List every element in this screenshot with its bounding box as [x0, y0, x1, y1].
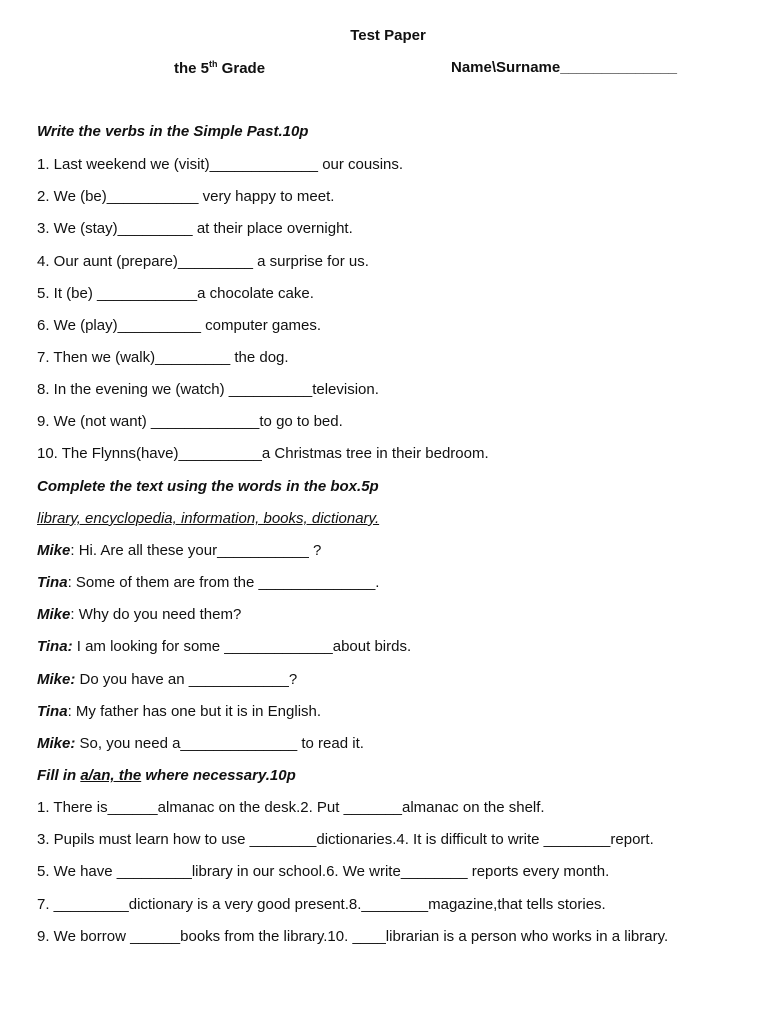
dialogue-text: So, you need a______________ to read it.: [75, 735, 364, 752]
dialogue-line: [37, 735, 364, 752]
exercise1-item: 9. We (not want) _____________to go to bed.: [37, 413, 343, 430]
dialogue-line: [37, 574, 379, 591]
exercise3-item: 7. _________dictionary is a very good present.8.________magazine,that tells stories.: [37, 896, 606, 913]
dialogue-text: Do you have an ____________?: [75, 671, 298, 688]
section3-heading: [37, 767, 296, 784]
speaker-name: Mike:: [37, 735, 76, 752]
exercise1-item: 10. The Flynns(have)__________a Christmas tree in their bedroom.: [37, 445, 489, 462]
section2-heading: Complete the text using the words in the box.5p: [37, 478, 379, 495]
exercise1-item: 2. We (be)___________ very happy to meet.: [37, 188, 335, 205]
dialogue-text: I am looking for some _____________about birds.: [72, 638, 412, 655]
speaker-separator: :: [67, 574, 72, 591]
speaker-name: Mike: [37, 606, 71, 623]
exercise1-item: 1. Last weekend we (visit)_____________ our cousins.: [37, 156, 404, 173]
exercise3-item: 3. Pupils must learn how to use ________dictionaries.4. It is difficult to write ________report.: [37, 831, 654, 848]
page-title: Test Paper: [350, 27, 426, 44]
word-box: library, encyclopedia, information, books, dictionary.: [37, 510, 380, 527]
dialogue-line: [37, 606, 241, 623]
grade-prefix: the 5: [174, 60, 210, 77]
exercise1-item: 8. In the evening we (watch) __________television.: [37, 381, 379, 398]
speaker-name: Tina: [37, 574, 68, 591]
speaker-name: Tina:: [37, 638, 73, 655]
section3-heading-articles: a/an, the: [80, 767, 142, 784]
exercise1-item: 4. Our aunt (prepare)_________ a surprise for us.: [37, 253, 369, 270]
speaker-name: Mike: [37, 542, 71, 559]
dialogue-text: Why do you need them?: [74, 606, 242, 623]
dialogue-text: Some of them are from the ______________.: [71, 574, 380, 591]
speaker-separator: :: [67, 703, 72, 720]
grade-label: [174, 59, 265, 77]
exercise1-item: 6. We (play)__________ computer games.: [37, 317, 322, 334]
speaker-separator: :: [70, 542, 75, 559]
name-surname-field: Name\Surname______________: [451, 59, 678, 76]
section3-heading-prefix: Fill in: [37, 767, 81, 784]
dialogue-text: Hi. Are all these your___________ ?: [74, 542, 322, 559]
speaker-separator: :: [70, 606, 75, 623]
exercise3-item: 5. We have _________library in our school.6. We write________ reports every month.: [37, 863, 610, 880]
grade-suffix: Grade: [217, 60, 266, 77]
dialogue-line: [37, 542, 321, 559]
section1-heading: Write the verbs in the Simple Past.10p: [37, 123, 309, 140]
exercise3-item: 1. There is______almanac on the desk.2. Put _______almanac on the shelf.: [37, 799, 545, 816]
exercise3-item: 9. We borrow ______books from the library.10. ____librarian is a person who works in a library.: [37, 928, 669, 945]
section3-heading-suffix: where necessary.10p: [141, 767, 296, 784]
dialogue-line: [37, 671, 297, 688]
dialogue-text: My father has one but it is in English.: [71, 703, 322, 720]
speaker-name: Mike:: [37, 671, 76, 688]
dialogue-line: [37, 638, 411, 655]
dialogue-line: [37, 703, 321, 720]
grade-superscript: th: [209, 59, 218, 69]
speaker-name: Tina: [37, 703, 68, 720]
exercise1-item: 3. We (stay)_________ at their place overnight.: [37, 220, 353, 237]
exercise1-item: 7. Then we (walk)_________ the dog.: [37, 349, 289, 366]
exercise1-item: 5. It (be) ____________a chocolate cake.: [37, 285, 314, 302]
